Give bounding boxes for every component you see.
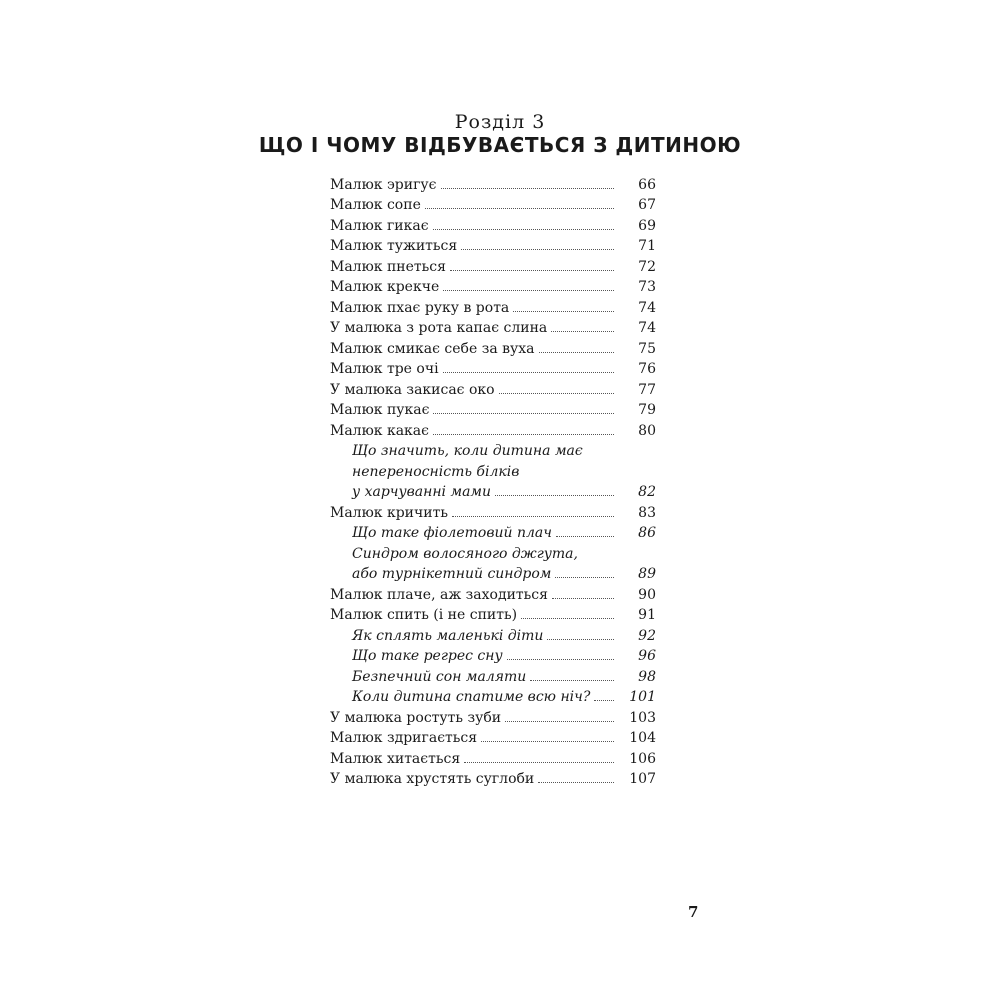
- toc-entry-title: Коли дитина спатиме всю ніч?: [352, 689, 591, 705]
- toc-leader-dots: [433, 229, 614, 230]
- toc-leader-dots: [538, 782, 614, 783]
- toc-entry-title: Малюк пхає руку в рота: [330, 299, 510, 316]
- toc-entry-page: 92: [638, 627, 656, 644]
- toc-entry-title: Малюк сопе: [330, 197, 421, 213]
- toc-entry: [330, 336, 656, 357]
- page-number: 7: [688, 903, 699, 921]
- toc-leader-dots: [425, 208, 614, 209]
- toc-entry-page: 75: [638, 340, 656, 357]
- toc-entry-page: 73: [638, 279, 656, 295]
- toc-entry-title: Малюк пнеться: [330, 258, 446, 275]
- toc-entry-page: 80: [638, 422, 656, 439]
- toc-leader-dots: [594, 700, 614, 701]
- toc-entry-page: 67: [638, 197, 656, 213]
- toc-leader-dots: [433, 413, 614, 414]
- toc-entry-page: 98: [638, 668, 656, 685]
- toc-entry: [330, 439, 656, 460]
- toc-entry: [330, 603, 656, 624]
- toc-entry-page: 107: [629, 771, 656, 787]
- toc-entry: [330, 644, 656, 665]
- toc-entry: [330, 767, 656, 788]
- toc-entry-title: Що таке фіолетовий плач: [352, 525, 552, 541]
- toc-entry-title: Малюк тужиться: [330, 238, 458, 254]
- toc-leader-dots: [539, 352, 615, 353]
- toc-leader-dots: [507, 659, 614, 660]
- toc-entry-page: 106: [629, 750, 656, 767]
- toc-entry: [330, 541, 656, 562]
- toc-entry-title: Як сплять маленькі діти: [352, 627, 544, 644]
- toc-entry: [330, 234, 656, 255]
- table-of-contents: [330, 172, 656, 787]
- toc-entry-title: Безпечний сон маляти: [352, 668, 527, 685]
- toc-entry-page: 90: [638, 586, 656, 603]
- toc-entry: [330, 172, 656, 193]
- toc-entry-title: Малюк здригається: [330, 730, 478, 746]
- toc-entry: [330, 213, 656, 234]
- toc-leader-dots: [443, 290, 614, 291]
- toc-entry-page: 77: [638, 381, 656, 398]
- toc-entry: [330, 459, 656, 480]
- toc-entry-page: 104: [629, 730, 656, 746]
- toc-entry-page: 69: [638, 217, 656, 234]
- toc-entry-page: 86: [638, 525, 656, 541]
- toc-entry-title: непереносність білків: [352, 463, 520, 480]
- toc-entry: [330, 418, 656, 439]
- toc-entry: [330, 377, 656, 398]
- toc-entry-page: 82: [638, 484, 656, 500]
- toc-entry: [330, 746, 656, 767]
- toc-entry: [330, 254, 656, 275]
- toc-entry: [330, 582, 656, 603]
- toc-entry-page: 66: [638, 176, 656, 193]
- toc-entry: [330, 480, 656, 501]
- toc-entry-page: 91: [638, 607, 656, 623]
- toc-entry-title: У малюка ростуть зуби: [330, 709, 502, 726]
- toc-entry-title: Малюк гикає: [330, 217, 429, 234]
- toc-leader-dots: [555, 577, 614, 578]
- toc-leader-dots: [481, 741, 614, 742]
- toc-entry-title: у харчуванні мами: [352, 484, 492, 500]
- toc-entry: [330, 398, 656, 419]
- toc-entry-title: Що таке регрес сну: [352, 648, 503, 664]
- toc-entry-page: 79: [638, 402, 656, 418]
- toc-leader-dots: [513, 311, 614, 312]
- toc-leader-dots: [441, 188, 614, 189]
- toc-entry: [330, 500, 656, 521]
- toc-entry-page: 89: [638, 566, 656, 582]
- toc-leader-dots: [464, 762, 614, 763]
- toc-entry-title: У малюка хрустять суглоби: [330, 771, 535, 787]
- toc-entry-page: 76: [638, 361, 656, 377]
- toc-entry: [330, 562, 656, 583]
- toc-leader-dots: [551, 331, 614, 332]
- toc-entry-title: Малюк спить (і не спить): [330, 607, 518, 623]
- toc-entry-page: 101: [629, 689, 656, 705]
- toc-leader-dots: [452, 516, 614, 517]
- toc-leader-dots: [433, 434, 614, 435]
- toc-entry: [330, 685, 656, 706]
- toc-entry-title: Малюк эригує: [330, 176, 437, 193]
- toc-entry: [330, 316, 656, 337]
- toc-entry-title: У малюка закисає око: [330, 381, 495, 398]
- toc-entry-title: Малюк пукає: [330, 402, 430, 418]
- toc-entry-page: 83: [638, 504, 656, 521]
- toc-entry-page: 72: [638, 258, 656, 275]
- toc-entry: [330, 521, 656, 542]
- toc-entry-page: 71: [638, 238, 656, 254]
- toc-entry: [330, 357, 656, 378]
- toc-leader-dots: [521, 618, 614, 619]
- chapter-label: Розділ 3: [454, 111, 546, 133]
- toc-entry-title: Малюк плаче, аж заходиться: [330, 586, 548, 603]
- toc-entry-page: 103: [629, 709, 656, 726]
- toc-entry-title: Синдром волосяного джгута,: [352, 545, 578, 562]
- toc-entry: [330, 726, 656, 747]
- toc-entry-title: Малюк хитається: [330, 750, 461, 767]
- toc-entry: [330, 275, 656, 296]
- toc-entry: [330, 295, 656, 316]
- toc-entry-title: Малюк тре очі: [330, 361, 439, 377]
- toc-entry-title: Що значить, коли дитина має: [352, 443, 583, 459]
- toc-entry: [330, 193, 656, 214]
- toc-entry-page: 96: [638, 648, 656, 664]
- toc-entry: [330, 623, 656, 644]
- toc-leader-dots: [499, 393, 614, 394]
- toc-leader-dots: [461, 249, 614, 250]
- chapter-title: ЩО І ЧОМУ ВІДБУВАЄТЬСЯ З ДИТИНОЮ: [258, 133, 742, 157]
- toc-leader-dots: [495, 495, 614, 496]
- toc-entry-title: Малюк крекче: [330, 279, 440, 295]
- toc-leader-dots: [556, 536, 614, 537]
- toc-entry-title: Малюк какає: [330, 422, 429, 439]
- toc-leader-dots: [443, 372, 614, 373]
- toc-leader-dots: [505, 721, 614, 722]
- toc-leader-dots: [552, 598, 614, 599]
- toc-entry-title: Малюк смикає себе за вуха: [330, 340, 535, 357]
- toc-leader-dots: [530, 680, 614, 681]
- toc-entry: [330, 664, 656, 685]
- toc-entry-page: 74: [638, 299, 656, 316]
- toc-entry-title: або турнікетний синдром: [352, 566, 552, 582]
- toc-entry-title: Малюк кричить: [330, 504, 448, 521]
- toc-entry: [330, 705, 656, 726]
- toc-entry-page: 74: [638, 320, 656, 336]
- toc-leader-dots: [547, 639, 614, 640]
- toc-leader-dots: [450, 270, 614, 271]
- toc-entry-title: У малюка з рота капає слина: [330, 320, 548, 336]
